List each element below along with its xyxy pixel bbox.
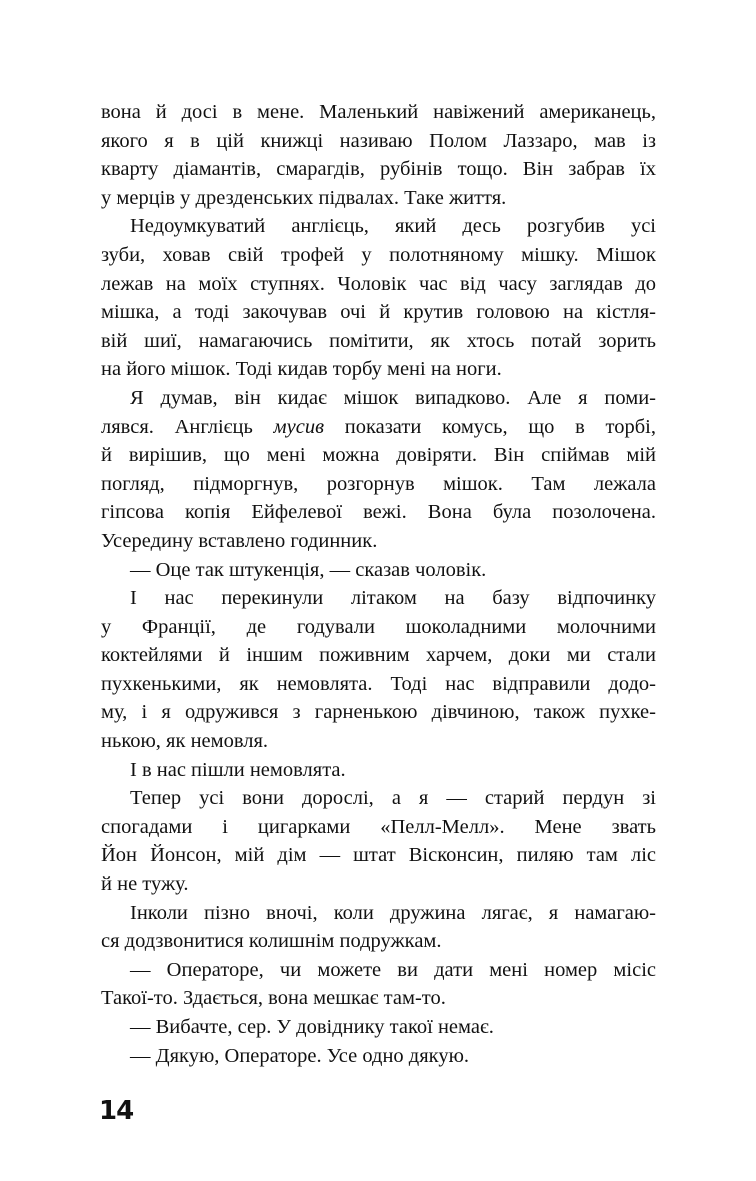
text-line: вій шиї, намагаючись помітити, як хтось потай зорить: [101, 329, 656, 352]
text-line: якого я в цій книжці називаю Полом Лаззаро, мав із: [101, 129, 656, 152]
text-line: гіпсова копія Ейфелевої вежі. Вона була позолочена.: [101, 501, 656, 524]
paragraph-5: [101, 584, 656, 756]
text-line: й вирішив, що мені можна довіряти. Він спіймав мій: [101, 444, 656, 467]
text-line: Йон Йонсон, мій дім — штат Вісконсин, пиляю там ліс: [101, 844, 656, 867]
text-line: на його мішок. Тоді кидав торбу мені на ноги.: [101, 358, 502, 381]
text-line: Недоумкуватий англієць, який десь розгубив усі: [130, 215, 656, 238]
text-line: спогадами і цигарками «Пелл-Мелл». Мене звать: [101, 815, 656, 838]
text-line: — Дякую, Операторе. Усе одно дякую.: [130, 1044, 470, 1067]
text-line: ся додзвонитися колишнім подружкам.: [101, 930, 442, 953]
text-line: у мерців у дрезденських підвалах. Таке життя.: [101, 186, 507, 209]
text-line: пухкенькими, як немовлята. Тоді нас відправили додо-: [101, 672, 656, 695]
text-line: вона й досі в мене. Маленький навіжений американець,: [101, 101, 656, 123]
text-line: Інколи пізно вночі, коли дружина лягає, я намагаю-: [130, 901, 656, 924]
text-line: мішка, а тоді закочував очі й крутив головою на кістля-: [101, 301, 656, 324]
paragraph-3: [101, 384, 656, 556]
text-line: у Франції, де годували шоколадними молочними: [101, 615, 656, 638]
text-line: коктейлями й іншим поживним харчем, доки ми стали: [101, 644, 656, 667]
text-line: — Операторе, чи можете ви дати мені номер місіс: [130, 958, 656, 981]
body-text: [101, 98, 656, 1070]
text-line: му, і я одружився з гарненькою дівчиною, також пухке-: [101, 701, 656, 724]
text-line: І в нас пішли немовлята.: [130, 758, 346, 781]
page-number: 14: [99, 1096, 134, 1126]
paragraph-9: [101, 956, 656, 1013]
text-line: лежав на моїх ступнях. Чоловік час від часу заглядав до: [101, 272, 656, 295]
paragraph-2: [101, 212, 656, 384]
paragraph-8: [101, 899, 656, 956]
text-line: й не тужу.: [101, 873, 189, 896]
text-line: нькою, як немовля.: [101, 730, 269, 753]
line-start: лявся. Англієць: [101, 415, 274, 438]
text-line-with-italic: [101, 413, 656, 442]
paragraph-11: [101, 1042, 656, 1071]
text-line: зуби, ховав свій трофей у полотняному мішку. Мішок: [101, 243, 656, 266]
text-line: І нас перекинули літаком на базу відпочинку: [130, 587, 656, 610]
paragraph-10: [101, 1013, 656, 1042]
paragraph-1: [101, 98, 656, 212]
line-end: показати комусь, що в торбі,: [323, 415, 656, 438]
text-line: Усередину вставлено годинник.: [101, 529, 378, 552]
text-line: Тепер усі вони дорослі, а я — старий пердун зі: [130, 787, 656, 810]
text-line: Я думав, він кидає мішок випадково. Але я поми-: [130, 386, 656, 409]
paragraph-6: [101, 756, 656, 785]
text-line: — Оце так штукенція, — сказав чоловік.: [130, 558, 487, 581]
text-line: — Вибачте, сер. У довіднику такої немає.: [130, 1016, 494, 1038]
text-line: погляд, підморгнув, розгорнув мішок. Там лежала: [101, 472, 656, 495]
text-line: Такої-то. Здається, вона мешкає там-то.: [101, 987, 446, 1010]
italic-emphasis: мусив: [273, 415, 324, 438]
text-line: кварту діамантів, смарагдів, рубінів тощо. Він забрав їх: [101, 158, 656, 181]
paragraph-4: [101, 556, 656, 585]
paragraph-7: [101, 784, 656, 898]
